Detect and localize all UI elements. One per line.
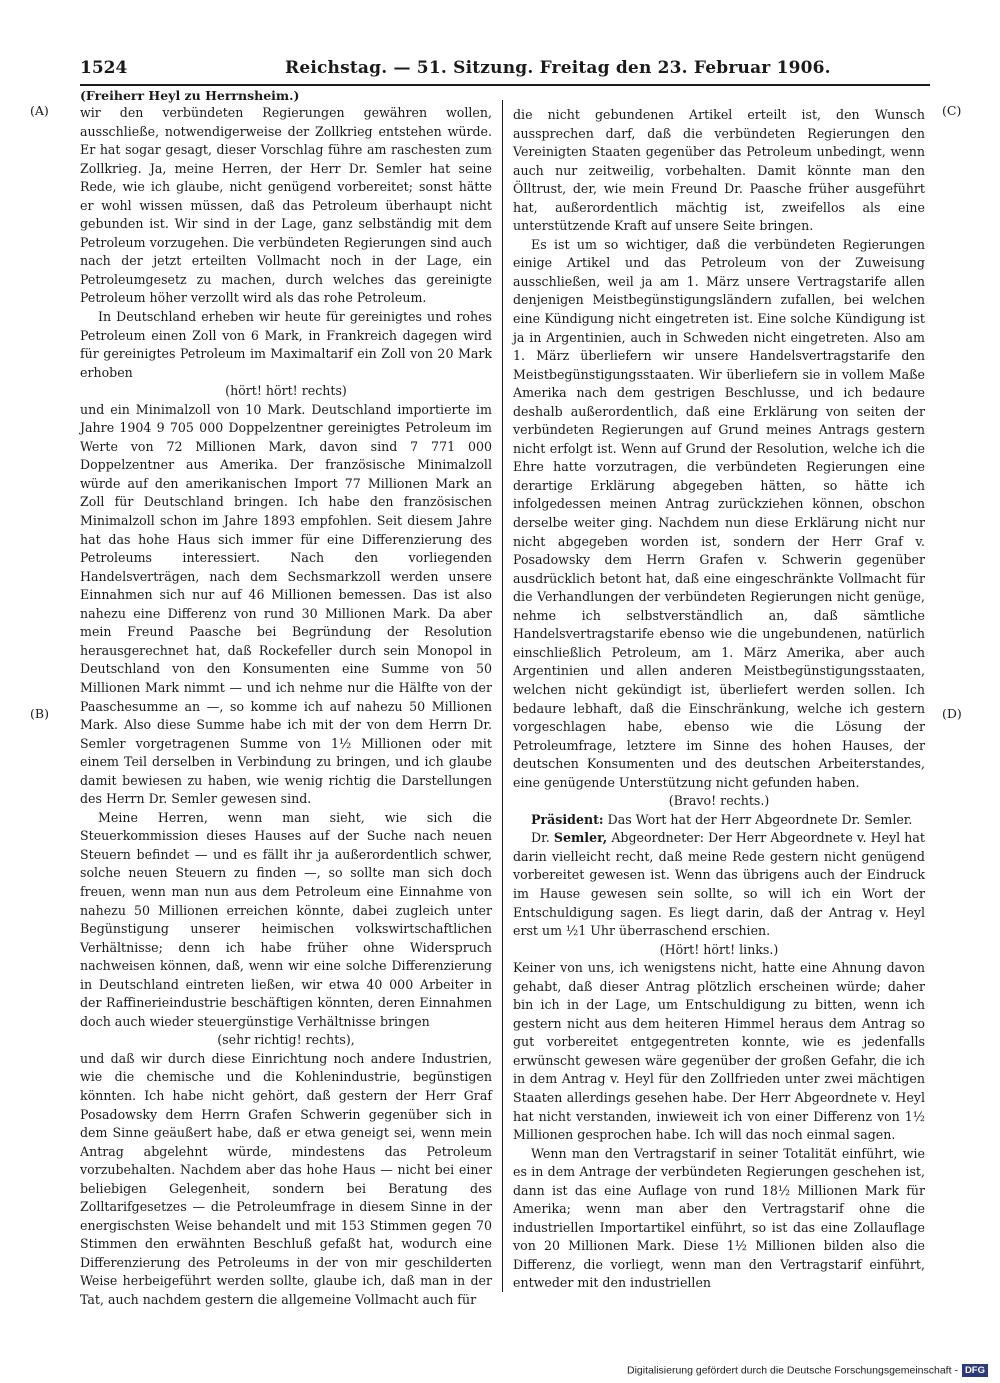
margin-marker-b: (B) (30, 706, 49, 721)
paragraph: Keiner von uns, ich wenigstens nicht, hatte eine Ahnung davon gehabt, daß dieser Antrag plötzlich erscheinen würde; daher bin ich in der Lage, um Entschuldigung zu bitten, wenn ich gestern nicht aus dem heiteren Himmel heraus dem Antrag so gut vorbereitet entgegentreten konnte, wie es jedenfalls erwünscht gewesen wäre gegenüber der großen Gefahr, die ich in dem Antrag v. Heyl für den Zollfrieden unter zwei mächtigen Staaten allerdings gesehen habe. Der Herr Abgeordnete v. Heyl hat nicht verstanden, inwieweit ich von einer Differenz von 1½ Millionen gesprochen habe. Ich will das noch einmal sagen. (513, 960, 925, 1143)
column-divider (502, 100, 503, 1292)
president-text: Das Wort hat der Herr Abgeordnete Dr. Semler. (607, 811, 913, 827)
paragraph: Wenn man den Vertragstarif in seiner Totalität einführt, wie es in dem Antrage der verbündeten Regierungen geschehen ist, dann ist das eine Auflage von rund 18½ Millionen Mark für Amerika; wenn man aber den Vertragstarif ohne die industriellen Importartikel einführt, so ist das eine Zollauflage von 20 Millionen Mark. Diese 1½ Millionen bilden also die Differenz, die vorliegt, wenn man den Vertragstarif einführt, entweder mit den industriellen (513, 1145, 925, 1291)
page-header (80, 54, 930, 86)
margin-marker-c: (C) (942, 103, 962, 118)
speaker-semler: Semler, (553, 830, 608, 846)
paragraph (513, 829, 925, 940)
left-column (80, 104, 492, 1307)
right-column (513, 106, 925, 1291)
paragraph (513, 811, 925, 830)
speaker-attribution: (Freiherr Heyl zu Herrnsheim.) (80, 88, 300, 103)
interjection: (Hört! hört! links.) (659, 941, 779, 957)
footer-text: Digitalisierung gefördert durch die Deutsche Forschungsgemeinschaft - (627, 1364, 958, 1377)
speaker-president: Präsident: (531, 811, 604, 827)
page-number: 1524 (80, 58, 128, 78)
semler-text: Abgeordneter: Der Herr Abgeordnete v. Heyl hat darin vielleicht recht, daß meine Rede gestern nicht genügend vorbereitet gewesen ist. Wenn das übrigens auch der Eindruck im Hause gewesen sein sollte, so will ich ein Wort der Entschuldigung sagen. Es liegt darin, daß der Antrag v. Heyl erst um ½1 Uhr überraschend erschien. (513, 830, 925, 939)
funding-footer (598, 1364, 988, 1377)
running-title: Reichstag. — 51. Sitzung. Freitag den 23. Februar 1906. (285, 58, 831, 78)
margin-marker-a: (A) (30, 103, 49, 118)
paragraph: Meine Herren, wenn man sieht, wie sich die Steuerkommission dieses Hauses auf der Suche nach neuen Steuern befindet — und es fällt ihr ja außerordentlich schwer, solche neuen Steuern zu finden —, so sollte man sich doch freuen, wenn man nun aus dem Petroleum eine Einnahme von nahezu 50 Millionen erreichen könnte, dabei zugleich unter Begünstigung unserer heimischen volkswirtschaftlichen Verhältnisse; denn ich habe früher ohne Widerspruch nachweisen können, daß, wenn wir eine solche Differenzierung in Deutschland eintreten ließen, wir etwa 40 000 Arbeiter in der Raffinerieindustrie beschäftigen könnten, deren Einnahmen doch auch wieder steuergünstige Verhältnisse bringen (80, 809, 492, 1029)
paragraph: wir den verbündeten Regierungen gewähren wollen, ausschließe, notwendigerweise der Zollkrieg entstehen würde. Er hat sogar gesagt, dieser Vorschlag führe am raschesten zum Zollkrieg. Ja, meine Herren, der Herr Dr. Semler hat seine Rede, wie ich glaube, nicht genügend vorbereitet; sonst hätte er wohl wissen müssen, daß das Petroleum überhaupt nicht gebunden ist. Wir sind in der Lage, ganz selbständig mit dem Petroleum vorzugehen. Die verbündeten Regierungen sind auch nach der jetzt erteilten Vollmacht noch in der Lage, ein Petroleumgesetz zu machen, durch welches das gereinigte Petroleum höher verzollt wird als das rohe Petroleum. (80, 105, 492, 306)
paragraph: und ein Minimalzoll von 10 Mark. Deutschland importierte im Jahre 1904 9 705 000 Doppelzentner gereinigtes Petroleum im Werte von 72 Millionen Mark, davon sind 7 771 000 Doppelzentner aus Amerika. Der französische Minimalzoll würde auf den amerikanischen Import 77 Millionen Mark an Zoll für Deutschland bringen. Ich habe den französischen Minimalzoll schon im Jahre 1893 empfohlen. Seit diesem Jahre hat das hohe Haus sich immer für eine Differenzierung des Petroleums interessiert. Nach den vorliegenden Handelsverträgen, nach dem Sechsmarkzoll werden unsere Einnahmen sich nur auf 46 Millionen bemessen. Das ist also nahezu eine Differenz von rund 30 Millionen Mark. Da aber mein Freund Paasche bei Begründung der Resolution herausgerechnet hat, daß Rockefeller durch sein Monopol in Deutschland von den Konsumenten eine Summe von 50 Millionen Mark nimmt — und ich nehme nur die Hälfte von der Paaschesumme an —, so komme ich auf nahezu 50 Millionen Mark. Also diese Summe habe ich mit der von dem Herrn Dr. Semler vorgetragenen Summe von 1½ Millionen oder mit einem Teil derselben in Verbindung zu bringen, und ich glaube damit bewiesen zu haben, wie wenig richtig die Darstellungen des Herrn Dr. Semler gewesen sind. (80, 401, 492, 807)
paragraph: In Deutschland erheben wir heute für gereinigtes und rohes Petroleum einen Zoll von 6 Mark, in Frankreich dagegen wird für gereinigtes Petroleum im Maximaltarif ein Zoll von 20 Mark erhoben (80, 309, 492, 380)
paragraph: Es ist um so wichtiger, daß die verbündeten Regierungen einige Artikel und das Petroleum von der Zuweisung ausschließen, weil ja am 1. März unsere Vertragstarife allen denjenigen Meistbegünstigungsländern zufallen, bei welchen eine Kündigung nicht eingetreten ist. Eine solche Kündigung ist ja in Argentinien, auch in Schweden nicht eingetreten. Also am 1. März überliefern wir unsere Handelsvertragstarife den Meistbegünstigungsstaaten. Wir überliefern sie in vollem Maße Amerika nach dem gestrigen Beschlusse, und ich bedaure deshalb außerordentlich, daß eine Erklärung von seiten der verbündeten Regierungen auf Grund meines Antrags gestern nicht erfolgt ist. Wenn auf Grund der Resolution, welche ich die Ehre hatte vorzutragen, die verbündeten Regierungen eine derartige Erklärung abgegeben hätten, so hätte ich infolgedessen meinen Antrag zurückziehen können, obschon derselbe weiter ging. Nachdem nun diese Erklärung nicht nur nicht abgegeben worden ist, sondern der Herr Graf v. Posadowsky dem Herrn Grafen v. Schwerin gegenüber ausdrücklich betont hat, daß eine eingeschränkte Vollmacht für die Verhandlungen der verbündeten Regierungen nicht genüge, nehme ich selbstverständlich an, daß sämtliche Handelsvertragstarife ebenso wie die ungebundenen, natürlich einschließlich Petroleum, am 1. März Amerika, aber auch Argentinien und allen anderen Meistbegünstigungsstaaten, welchen nicht gekündigt ist, überliefert werden sollen. Ich bedaure lebhaft, daß die Einschränkung, welche ich gestern vorgeschlagen habe, ebenso wie die Lösung der Petroleumfrage, letztere im Sinne des hohen Hauses, der deutschen Konsumenten und des deutschen Arbeiterstandes, eine genügende Unterstützung nicht gefunden haben. (513, 236, 925, 790)
interjection: (hört! hört! rechts) (225, 383, 347, 399)
margin-marker-d: (D) (942, 706, 962, 721)
paragraph: die nicht gebundenen Artikel erteilt ist, den Wunsch aussprechen darf, daß die verbündeten Regierungen den Vereinigten Staaten gegenüber das Petroleum unbedingt, wenn auch nur zeitweilig, vorbehalten. Damit könnte man den Ölltrust, der, wie mein Freund Dr. Paasche früher ausgeführt hat, außerordentlich mächtig ist, zweifellos als eine unterstützende Kraft auf unsere Seite bringen. (513, 107, 925, 234)
paragraph: und daß wir durch diese Einrichtung noch andere Industrien, wie die chemische und die Kohlenindustrie, begünstigen könnten. Ich habe nicht gehört, daß gestern der Herr Graf Posadowsky dem Herrn Grafen Schwerin gegenüber sich in dem Sinne geäußert habe, daß er etwa geneigt sei, wenn mein Antrag abgelehnt würde, mindestens das Petroleum vorzubehalten. Nachdem aber das hohe Haus — nicht bei einer beliebigen Gelegenheit, sondern bei Beratung des Zolltarifgesetzes — die Petroleumfrage in diesem Sinne in der energischsten Weise behandelt und mit 153 Stimmen gegen 70 Stimmen den erwähnten Beschluß gefaßt hat, wodurch eine Differenzierung des Petroleums in der von mir geschilderten Weise herbeigeführt werden sollte, glaube ich, daß man in der Tat, auch nachdem gestern die allgemeine Vollmacht auch für (80, 1050, 492, 1307)
speaker-semler-prefix: Dr. (531, 830, 550, 846)
interjection: (sehr richtig! rechts), (217, 1032, 355, 1048)
dfg-logo: DFG (962, 1364, 988, 1377)
interjection: (Bravo! rechts.) (668, 793, 770, 809)
